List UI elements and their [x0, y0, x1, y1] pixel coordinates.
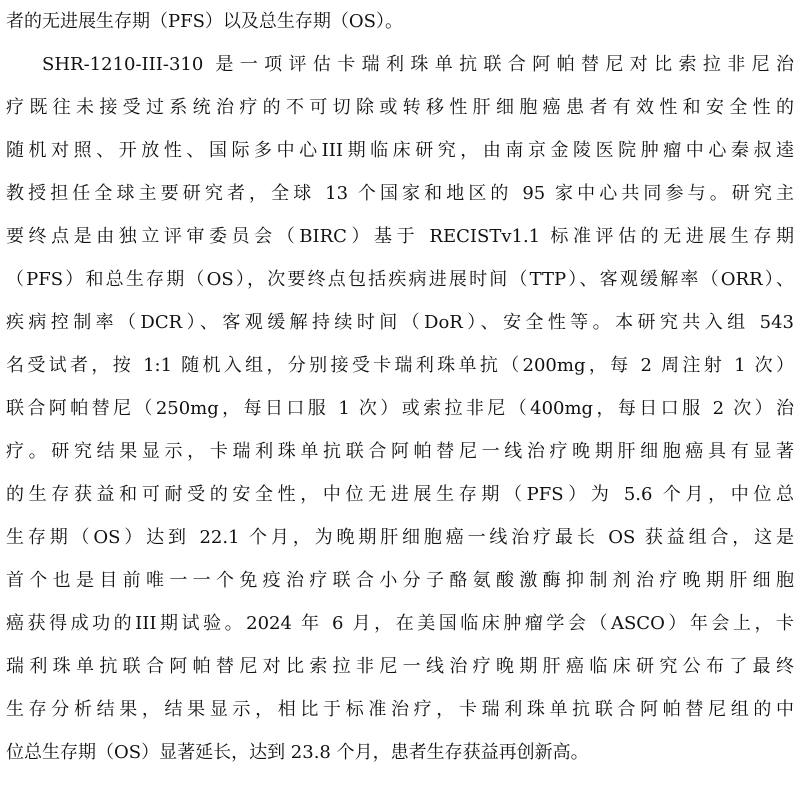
text-line-13: 生存期（OS）达到 22.1 个月，为晚期肝细胞癌一线治疗最长 OS 获益组合，这是	[6, 527, 794, 548]
text-line-5: 教授担任全球主要研究者，全球 13 个国家和地区的 95 家中心共同参与。研究主	[6, 183, 794, 204]
text-line-17: 生存分析结果，结果显示，相比于标准治疗，卡瑞利珠单抗联合阿帕替尼组的中	[6, 699, 794, 720]
text-line-1: 者的无进展生存期（PFS）以及总生存期（OS）。	[6, 11, 404, 32]
text-line-6: 要终点是由独立评审委员会（BIRC）基于 RECISTv1.1 标准评估的无进展生存期	[6, 226, 794, 247]
text-line-9: 名受试者，按 1:1 随机入组，分别接受卡瑞利珠单抗（200mg，每 2 周注射 1 次）	[6, 355, 794, 376]
text-line-8: 疾病控制率（DCR）、客观缓解持续时间（DoR）、安全性等。本研究共入组 543	[6, 312, 794, 333]
text-line-2: SHR-1210-III-310 是一项评估卡瑞利珠单抗联合阿帕替尼对比索拉非尼治	[42, 54, 794, 75]
text-line-7: （PFS）和总生存期（OS），次要终点包括疾病进展时间（TTP）、客观缓解率（ORR）、	[6, 269, 794, 290]
text-line-14: 首个也是目前唯一一个免疫治疗联合小分子酪氨酸激酶抑制剂治疗晚期肝细胞	[6, 570, 794, 591]
text-line-15: 癌获得成功的III期试验。2024 年 6 月，在美国临床肿瘤学会（ASCO）年会上，卡	[6, 613, 794, 634]
text-line-18: 位总生存期（OS）显著延长，达到 23.8 个月，患者生存获益再创新高。	[6, 742, 589, 763]
text-line-4: 随机对照、开放性、国际多中心III期临床研究，由南京金陵医院肿瘤中心秦叔逵	[6, 140, 794, 161]
text-line-3: 疗既往未接受过系统治疗的不可切除或转移性肝细胞癌患者有效性和安全性的	[6, 97, 794, 118]
text-line-10: 联合阿帕替尼（250mg，每日口服 1 次）或索拉非尼（400mg，每日口服 2 次）治	[6, 398, 794, 419]
text-line-11: 疗。研究结果显示，卡瑞利珠单抗联合阿帕替尼一线治疗晚期肝细胞癌具有显著	[6, 441, 794, 462]
text-line-12: 的生存获益和可耐受的安全性，中位无进展生存期（PFS）为 5.6 个月，中位总	[6, 484, 794, 505]
text-line-16: 瑞利珠单抗联合阿帕替尼对比索拉非尼一线治疗晚期肝癌临床研究公布了最终	[6, 656, 794, 677]
